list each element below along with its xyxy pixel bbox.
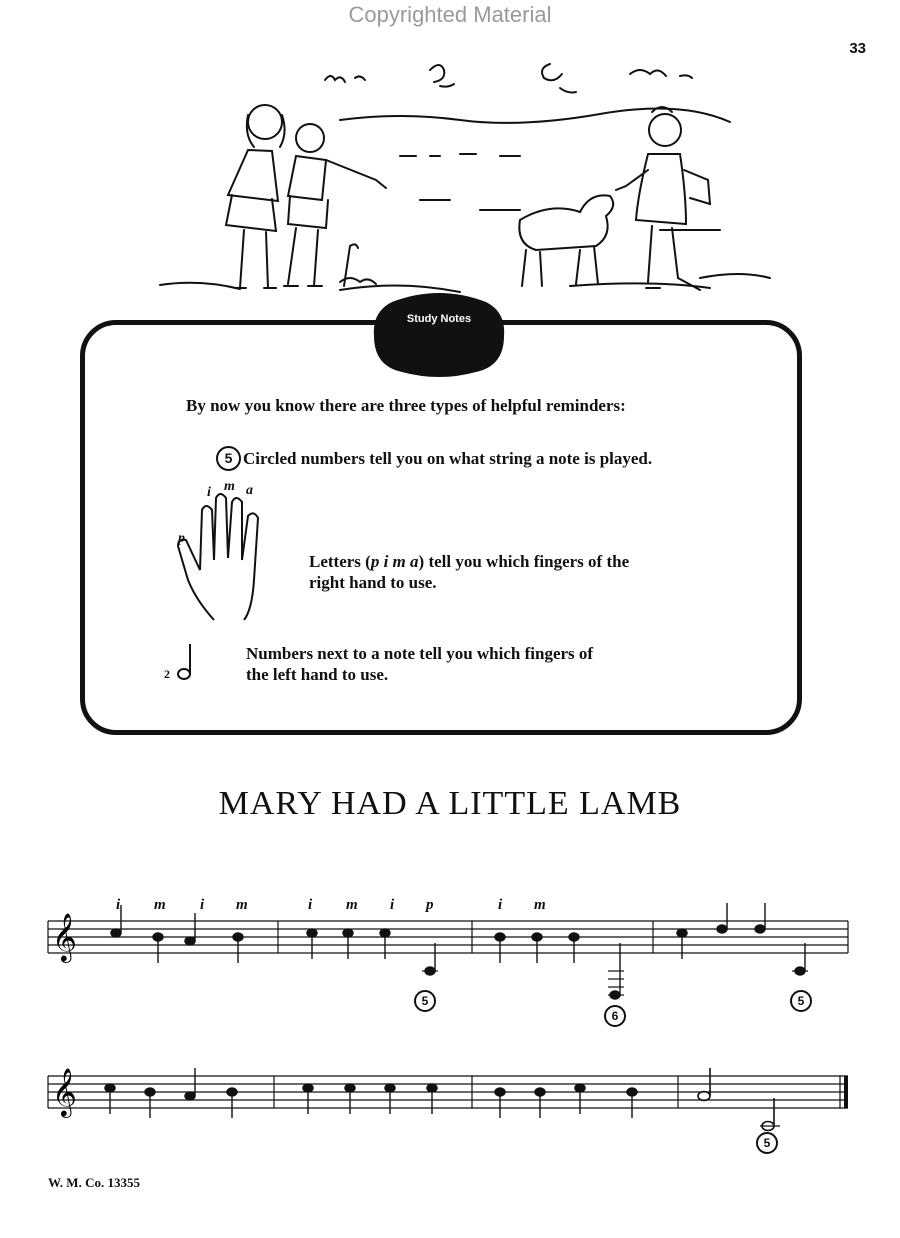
page-number: 33 (849, 40, 866, 57)
staff-row-1 (40, 895, 860, 1030)
catalog-number: W. M. Co. 13355 (48, 1175, 140, 1190)
fingering-p: p (426, 897, 434, 913)
study-notes-badge-label: Study Notes (406, 313, 472, 325)
finger-label-i: i (207, 485, 211, 500)
fingering-m: m (346, 897, 358, 913)
fingering-i: i (390, 897, 395, 913)
finger-label-p: p (178, 531, 185, 546)
fingering-m: m (154, 897, 166, 913)
fingering-i: i (308, 897, 313, 913)
svg-text:𝄞: 𝄞 (52, 912, 77, 961)
fingering-i: i (498, 897, 503, 913)
children-lamb-illustration (140, 50, 780, 300)
fingering-i: i (116, 897, 121, 913)
numbers-line-1: Numbers next to a note tell you which fingers of (246, 644, 594, 663)
string-6-marker: 6 (604, 1005, 626, 1027)
fingering-i: i (200, 897, 205, 913)
hand-icon (176, 482, 276, 632)
finger-number-example: 2 (164, 667, 170, 681)
string-5-marker: 5 (756, 1132, 778, 1154)
finger-label-a: a (246, 483, 253, 498)
letters-line-2: right hand to use. (309, 573, 437, 592)
letters-line-1: Letters (p i m a) tell you which fingers of the (309, 552, 630, 571)
notes-intro: By now you know there are three types of helpful reminders: (186, 396, 626, 415)
string-5-marker: 5 (790, 990, 812, 1012)
svg-text:𝄞: 𝄞 (52, 1067, 77, 1116)
song-title: MARY HAD A LITTLE LAMB (218, 785, 682, 822)
circled-numbers-text: Circled numbers tell you on what string a note is played. (243, 449, 653, 468)
fingering-m: m (236, 897, 248, 913)
copyright-watermark: Copyrighted Material (348, 2, 552, 27)
fingering-m: m (534, 897, 546, 913)
study-notes-badge (372, 288, 506, 378)
staff-row-2 (40, 1050, 860, 1160)
circled-number-example: 5 (216, 446, 241, 471)
numbers-line-2: the left hand to use. (246, 665, 389, 684)
string-5-marker: 5 (414, 990, 436, 1012)
finger-label-m: m (224, 479, 235, 494)
